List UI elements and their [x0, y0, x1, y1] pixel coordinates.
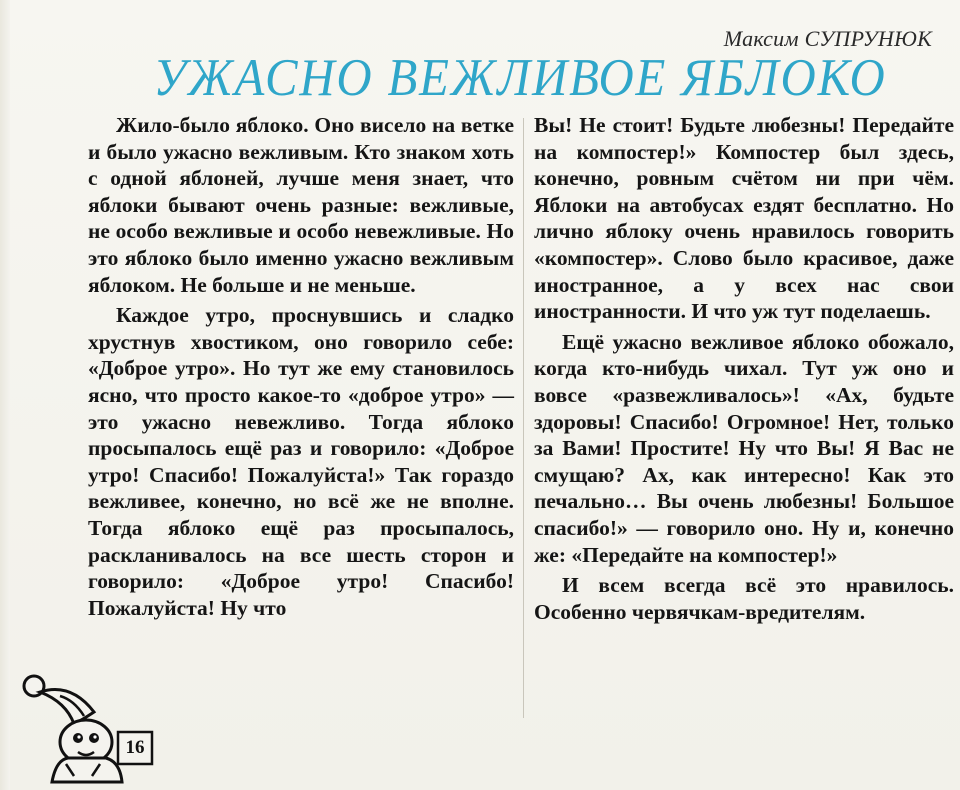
column-divider	[523, 118, 524, 718]
paragraph: И всем всегда всё это нравилось. Особенно червячкам-вредителям.	[534, 573, 954, 624]
story-title: УЖАСНО ВЕЖЛИВОЕ ЯБЛОКО	[153, 49, 887, 107]
page-binding-edge	[0, 0, 10, 790]
text-column-left	[88, 112, 514, 621]
text-column-right	[534, 112, 954, 625]
page-number: 16	[125, 737, 145, 758]
paragraph: Каждое утро, проснувшись и сладко хрустнув хвостиком, оно говорило себе: «Доброе утро». Но тут же ему становилось ясно, что просто какое-то «доброе утро» — это ужасно невежливо. Тогда яблоко просыпалось ещё раз и говорило: «Доброе утро! Спасибо! Пожалуйста!» Так гораздо вежливее, конечно, но всё же не вполне. Тогда яблоко ещё раз просыпалось, раскланивалось на все шесть сторон и говорило: «Доброе утро! Спасибо! Пожалуйста! Ну что	[88, 303, 514, 620]
paragraph: Жило-было яблоко. Оно висело на ветке и было ужасно вежливым. Кто знаком хоть с одной яблоней, лучше меня знает, что яблоки бывают очень разные: вежливые, не особо вежливые и особо невежливые. Но это яблоко было именно ужасно вежливым яблоком. Не больше и не меньше.	[88, 113, 514, 297]
paragraph: Вы! Не стоит! Будьте любезны! Передайте на компостер!» Компостер был здесь, конечно, ровным счётом ни при чём. Яблоки на автобусах ездят бесплатно. Но лично яблоку очень нравилось говорить «компостер». Слово было красивое, даже иностранное, а у всех нас свои иностранности. И что уж тут поделаешь.	[534, 113, 954, 324]
author-name: Максим СУПРУНЮК	[723, 26, 932, 51]
paragraph: Ещё ужасно вежливое яблоко обожало, когда кто-нибудь чихал. Тут уж оно и вовсе «развежливалось»! «Ах, будьте здоровы! Спасибо! Огромное! Нет, только за Вами! Простите! Ну что Вы! Я Вас не смущаю? Ах, как интересно! Как это печально… Вы очень любезны! Большое спасибо!» — говорило оно. Ну и, конечно же: «Передайте на компостер!»	[534, 329, 954, 567]
gnome-mascot-illustration	[16, 672, 166, 784]
